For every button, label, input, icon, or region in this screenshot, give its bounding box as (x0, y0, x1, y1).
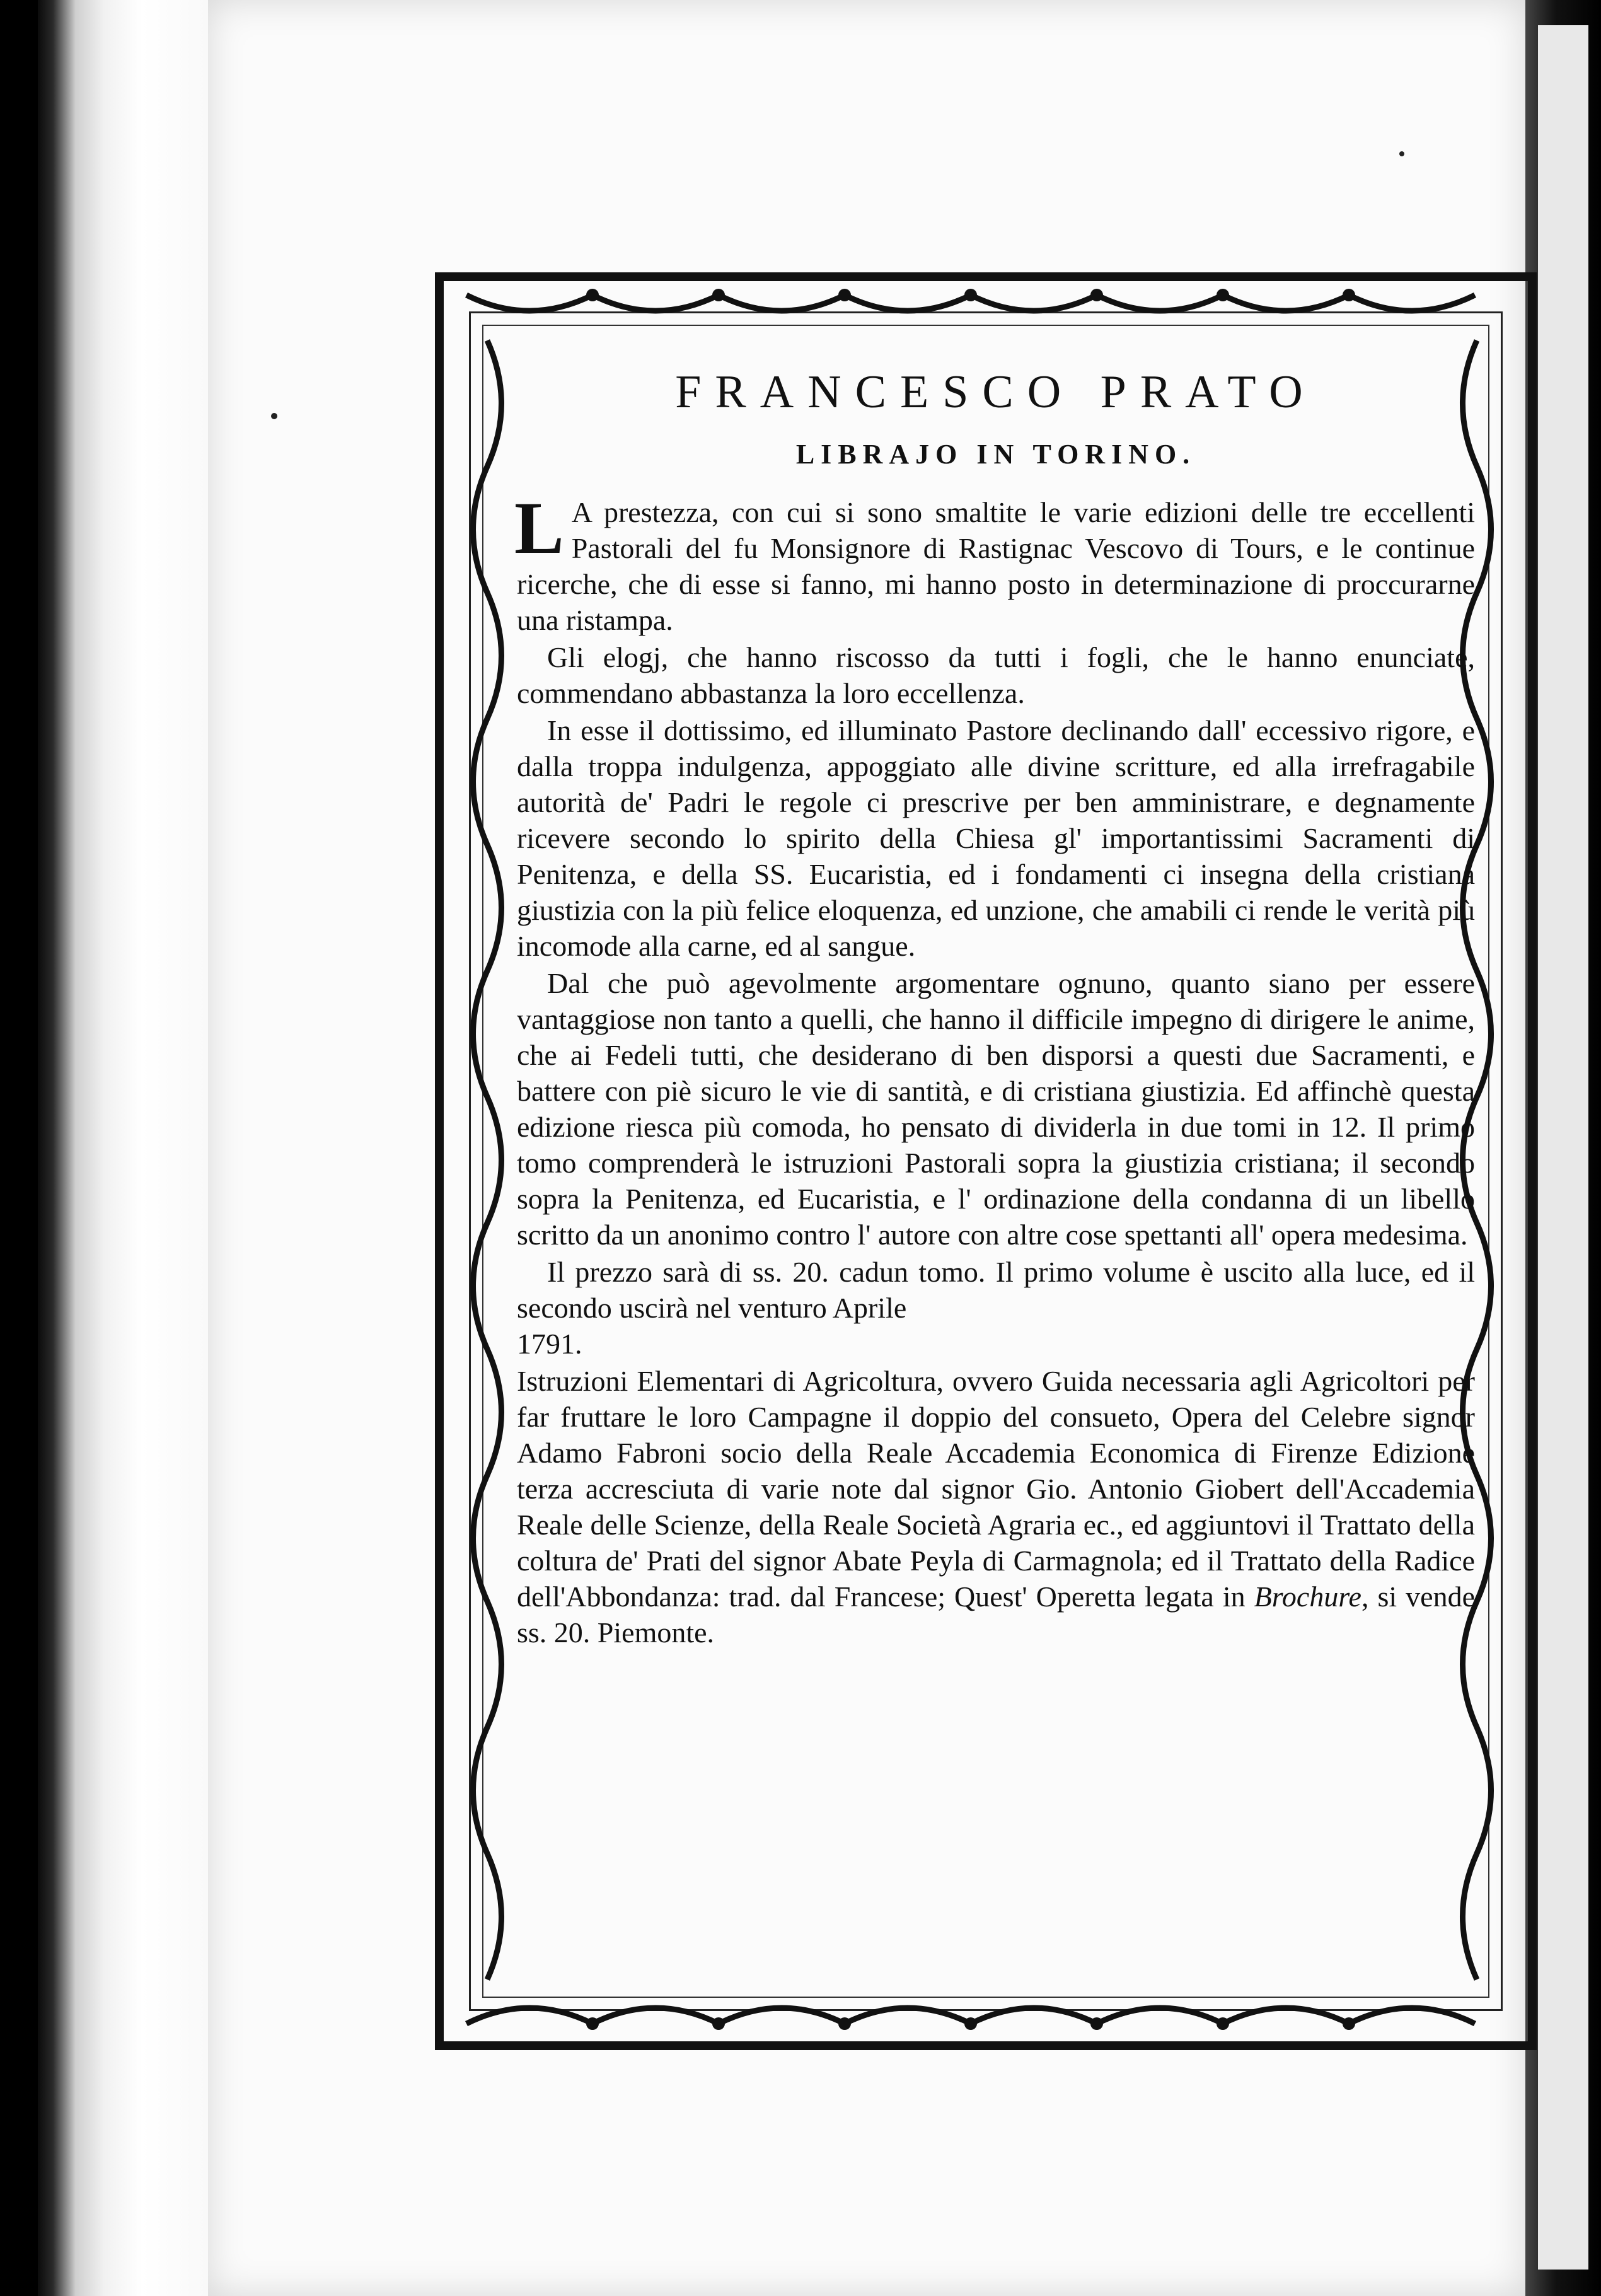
page-title: FRANCESCO PRATO (675, 366, 1317, 418)
paragraph-6-text: Istruzioni Elementari di Agricoltura, ovvero Guida necessaria agli Agricoltori per far fruttare le loro Campagne il doppio del consueto, Opera del Celebre signor Adamo Fabroni socio della Reale Accademia Economica di Firenze Edizione terza accresciuta di varie note dal signor Gio. Antonio Giobert dell'Accademia Reale delle Scienze, della Reale Società Agraria ec., ed aggiuntovi il Trattato della coltura de' Prati del signor Abate Peyla di Carmagnola; ed il Trattato della Radice dell'Abbondanza: trad. dal Francese; Quest' Operetta legata in (517, 1365, 1475, 1613)
paragraph-6 (517, 1363, 1475, 1650)
paragraph-5-year: 1791. (517, 1328, 582, 1360)
paragraph-1 (514, 487, 1475, 638)
paragraph-5-text: Il prezzo sarà di ss. 20. cadun tomo. Il primo volume è uscito alla luce, ed il secondo uscirà nel venturo Aprile (517, 1256, 1475, 1324)
book-spine-edge (38, 0, 227, 2296)
paragraph-2: Gli elogj, che hanno riscosso da tutti i fogli, che le hanno enunciate, commendano abbastanza la loro eccellenza. (517, 641, 1475, 709)
garland-bottom (454, 1992, 1525, 2043)
paragraph-4: Dal che può agevolmente argomentare ognuno, quanto siano per essere vantaggiose non tanto a quelli, che hanno il difficile impegno di dirigere le anime, che ai Fedeli tutti, che desiderano di ben disporsi a questi due Sacramenti, e battere con piè sicuro le vie di santità, e di cristiana giustizia. Ed affinchè questa edizione riesca più comoda, ho pensato di dividerla in due tomi in 12. Il primo tomo comprenderà le istruzioni Pastorali sopra la giustizia cristiana; il secondo sopra la Penitenza, ed Eucaristia, e l' ordinazione della condanna di un libello scritto da un anonimo contro l' autore con altre cose spettanti all' opera medesima. (517, 967, 1475, 1251)
speck (271, 413, 277, 419)
next-page-strip (1538, 25, 1588, 2270)
paragraph-3: In esse il dottissimo, ed illuminato Pastore declinando dall' eccessivo rigore, e dalla troppa indulgenza, appoggiato alle divine scritture, ed alla irrefragabile autorità de' Padri le regole ci prescrive per ben amministrare, e degnamente ricevere secondo lo spirito della Chiesa gl' importantissimi Sacramenti di Penitenza, e della SS. Eucaristia, ed i fondamenti ci insegna della cristiana giustizia con la più felice eloquenza, ed unzione, che amabili ci rende le verità più incomode alla carne, ed al sangue. (517, 714, 1475, 962)
paragraph-1-text: A prestezza, con cui si sono smaltite le varie edizioni delle tre eccellenti Pastorali del fu Monsignore di Rastignac Vescovo di Tours, e le continue ricerche, che di esse si fanno, mi hanno posto in determinazione di proccurarne una ristampa. (517, 496, 1475, 636)
speck (1399, 151, 1404, 156)
garland-left (459, 340, 516, 1992)
paragraph-6-end: , si vende ss. 20. Piemonte. (517, 1580, 1476, 1649)
drop-cap: L (514, 487, 564, 569)
paragraph-5 (517, 1254, 1475, 1362)
paragraph-6-italic: Brochure (1254, 1580, 1361, 1613)
garland-top (454, 276, 1525, 327)
page-subtitle: LIBRAJO IN TORINO. (795, 439, 1196, 470)
document-body (514, 353, 1476, 1650)
